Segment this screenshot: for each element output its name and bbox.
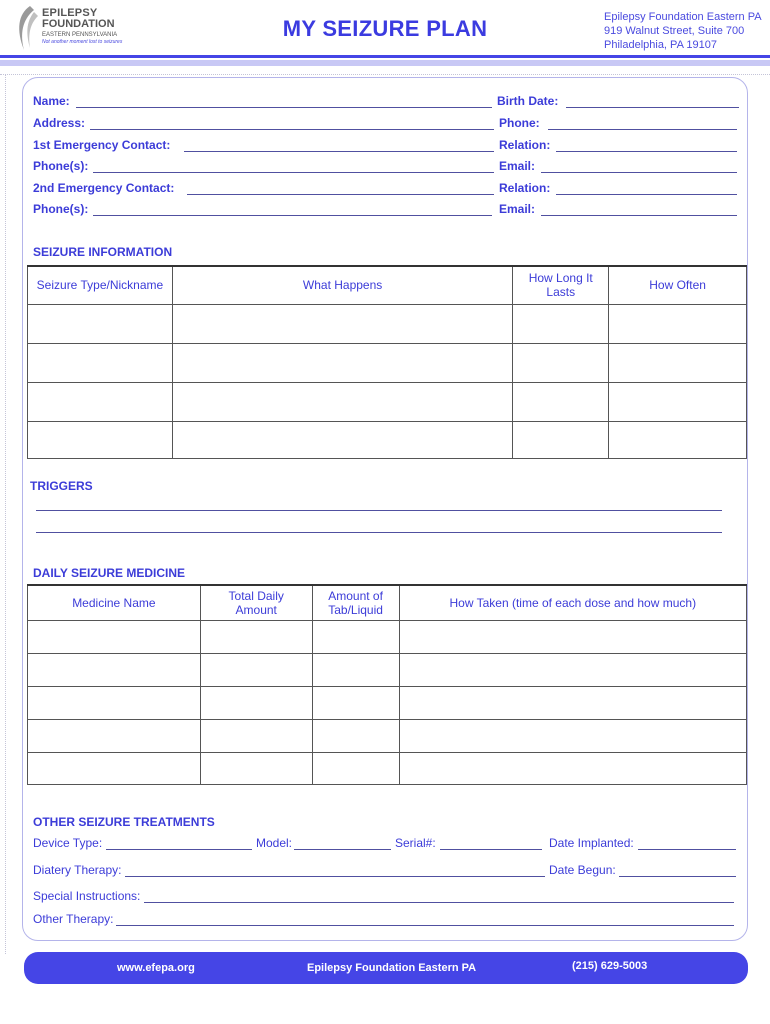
table-row: [28, 686, 747, 719]
col-total-daily: [200, 585, 312, 620]
header-rule: [0, 55, 770, 58]
organization-address: [604, 10, 762, 52]
table-row: [28, 421, 747, 458]
phone-field[interactable]: [548, 129, 737, 130]
form-frame: [22, 77, 748, 941]
emergency-contact-2-label: 2nd Emergency Contact:: [33, 181, 175, 195]
emergency-contact-1-field[interactable]: [184, 151, 494, 152]
address-label: Address:: [33, 116, 86, 130]
table-cell[interactable]: [200, 686, 312, 719]
date-implanted-field[interactable]: [638, 849, 736, 850]
footer-phone: (215) 629-5003: [572, 960, 648, 972]
triggers-heading: TRIGGERS: [30, 479, 93, 493]
table-cell[interactable]: [28, 343, 173, 382]
seizure-information-heading: SEIZURE INFORMATION: [33, 245, 173, 259]
serial-field[interactable]: [440, 849, 542, 850]
name-label: Name:: [33, 94, 70, 108]
date-begun-label: Date Begun:: [549, 863, 616, 877]
relation-1-field[interactable]: [556, 151, 737, 152]
model-label: Model:: [256, 836, 293, 850]
col-medicine-name: Medicine Name: [28, 585, 201, 620]
table-cell[interactable]: [399, 620, 746, 653]
logo-line-3: EASTERN PENNSYLVANIA: [42, 32, 118, 38]
col-how-long: [513, 266, 609, 304]
table-cell[interactable]: [312, 620, 399, 653]
table-cell[interactable]: [513, 421, 609, 458]
table-cell[interactable]: [399, 719, 746, 752]
table-cell[interactable]: [28, 304, 173, 343]
footer-org-name: Epilepsy Foundation Eastern PA: [307, 962, 477, 974]
table-cell[interactable]: [172, 421, 512, 458]
diatery-therapy-field[interactable]: [125, 876, 545, 877]
table-cell[interactable]: [172, 382, 512, 421]
table-cell[interactable]: [200, 620, 312, 653]
emergency-contact-1-label: 1st Emergency Contact:: [33, 138, 171, 152]
triggers-line-2[interactable]: [36, 532, 722, 533]
table-cell[interactable]: [312, 653, 399, 686]
table-cell[interactable]: [200, 653, 312, 686]
table-header-row: [28, 585, 747, 620]
table-cell[interactable]: [609, 421, 747, 458]
emergency-contact-2-field[interactable]: [187, 194, 494, 195]
table-cell[interactable]: [399, 752, 746, 784]
col-amount-line-1: Amount of: [328, 588, 383, 603]
table-cell[interactable]: [172, 343, 512, 382]
seizure-information-table: [27, 265, 747, 459]
table-cell[interactable]: [399, 686, 746, 719]
device-type-field[interactable]: [106, 849, 252, 850]
email-1-field[interactable]: [541, 172, 737, 173]
table-cell[interactable]: [28, 686, 201, 719]
col-how-long-line-1: How Long It: [528, 271, 593, 286]
table-row: [28, 719, 747, 752]
other-therapy-label: Other Therapy:: [33, 912, 114, 926]
table-cell[interactable]: [200, 719, 312, 752]
table-cell[interactable]: [513, 304, 609, 343]
table-cell[interactable]: [609, 343, 747, 382]
col-amount-line-2: Tab/Liquid: [328, 602, 383, 617]
phones-1-label: Phone(s):: [33, 159, 89, 173]
email-1-label: Email:: [499, 159, 536, 173]
col-what-happens: What Happens: [172, 266, 512, 304]
phones-2-label: Phone(s):: [33, 202, 89, 216]
email-2-label: Email:: [499, 202, 536, 216]
header-dotted-divider: [0, 74, 770, 75]
name-field[interactable]: [76, 107, 492, 108]
serial-label: Serial#:: [395, 836, 436, 850]
page-title: MY SEIZURE PLAN: [282, 16, 488, 41]
logo-tagline: Not another moment lost to seizures: [42, 39, 123, 45]
table-cell[interactable]: [312, 752, 399, 784]
table-cell[interactable]: [200, 752, 312, 784]
table-cell[interactable]: [609, 304, 747, 343]
date-begun-field[interactable]: [619, 876, 736, 877]
table-cell[interactable]: [609, 382, 747, 421]
footer-website[interactable]: www.efepa.org: [117, 962, 195, 974]
phones-1-field[interactable]: [93, 172, 494, 173]
table-row: [28, 304, 747, 343]
special-instructions-field[interactable]: [144, 902, 734, 903]
col-how-long-line-2: Lasts: [546, 285, 576, 300]
table-cell[interactable]: [513, 343, 609, 382]
address-field[interactable]: [90, 129, 494, 130]
birth-date-label: Birth Date:: [497, 94, 559, 108]
address-org-name: Epilepsy Foundation Eastern PA: [604, 11, 762, 23]
table-cell[interactable]: [28, 719, 201, 752]
other-therapy-field[interactable]: [116, 925, 734, 926]
table-cell[interactable]: [28, 752, 201, 784]
relation-2-field[interactable]: [556, 194, 737, 195]
other-treatments-heading: OTHER SEIZURE TREATMENTS: [33, 815, 215, 829]
daily-medicine-heading: DAILY SEIZURE MEDICINE: [33, 566, 186, 580]
table-row: [28, 343, 747, 382]
header-rule-light: [0, 60, 770, 66]
table-cell[interactable]: [172, 304, 512, 343]
diatery-therapy-label: Diatery Therapy:: [33, 863, 122, 877]
table-cell[interactable]: [513, 382, 609, 421]
special-instructions-label: Special Instructions:: [33, 889, 141, 903]
relation-1-label: Relation:: [499, 138, 551, 152]
col-amount: [312, 585, 399, 620]
table-cell[interactable]: [399, 653, 746, 686]
col-how-taken: How Taken (time of each dose and how much): [399, 585, 746, 620]
col-how-often: How Often: [609, 266, 747, 304]
relation-2-label: Relation:: [499, 181, 551, 195]
logo-line-2: FOUNDATION: [42, 18, 115, 30]
table-cell[interactable]: [28, 421, 173, 458]
table-row: [28, 653, 747, 686]
table-header-row: [28, 266, 747, 304]
table-cell[interactable]: [28, 653, 201, 686]
address-city: Philadelphia, PA 19107: [604, 39, 717, 51]
table-cell[interactable]: [28, 382, 173, 421]
table-cell[interactable]: [312, 686, 399, 719]
phones-2-field[interactable]: [93, 215, 492, 216]
table-cell[interactable]: [312, 719, 399, 752]
date-implanted-label: Date Implanted:: [549, 836, 634, 850]
email-2-field[interactable]: [541, 215, 737, 216]
birth-date-field[interactable]: [566, 107, 739, 108]
left-dotted-divider: [5, 74, 6, 954]
footer-bar: [24, 952, 748, 984]
address-street: 919 Walnut Street, Suite 700: [604, 25, 745, 37]
table-cell[interactable]: [28, 620, 201, 653]
table-row: [28, 382, 747, 421]
col-total-daily-line-1: Total Daily: [228, 588, 284, 603]
col-total-daily-line-2: Amount: [235, 602, 277, 617]
triggers-line-1[interactable]: [36, 510, 722, 511]
table-row: [28, 620, 747, 653]
model-field[interactable]: [294, 849, 391, 850]
daily-medicine-table: [27, 584, 747, 785]
col-seizure-type: Seizure Type/Nickname: [28, 266, 173, 304]
device-type-label: Device Type:: [33, 836, 103, 850]
table-row: [28, 752, 747, 784]
phone-label: Phone:: [499, 116, 540, 130]
logo-line-1: EPILEPSY: [42, 7, 98, 19]
